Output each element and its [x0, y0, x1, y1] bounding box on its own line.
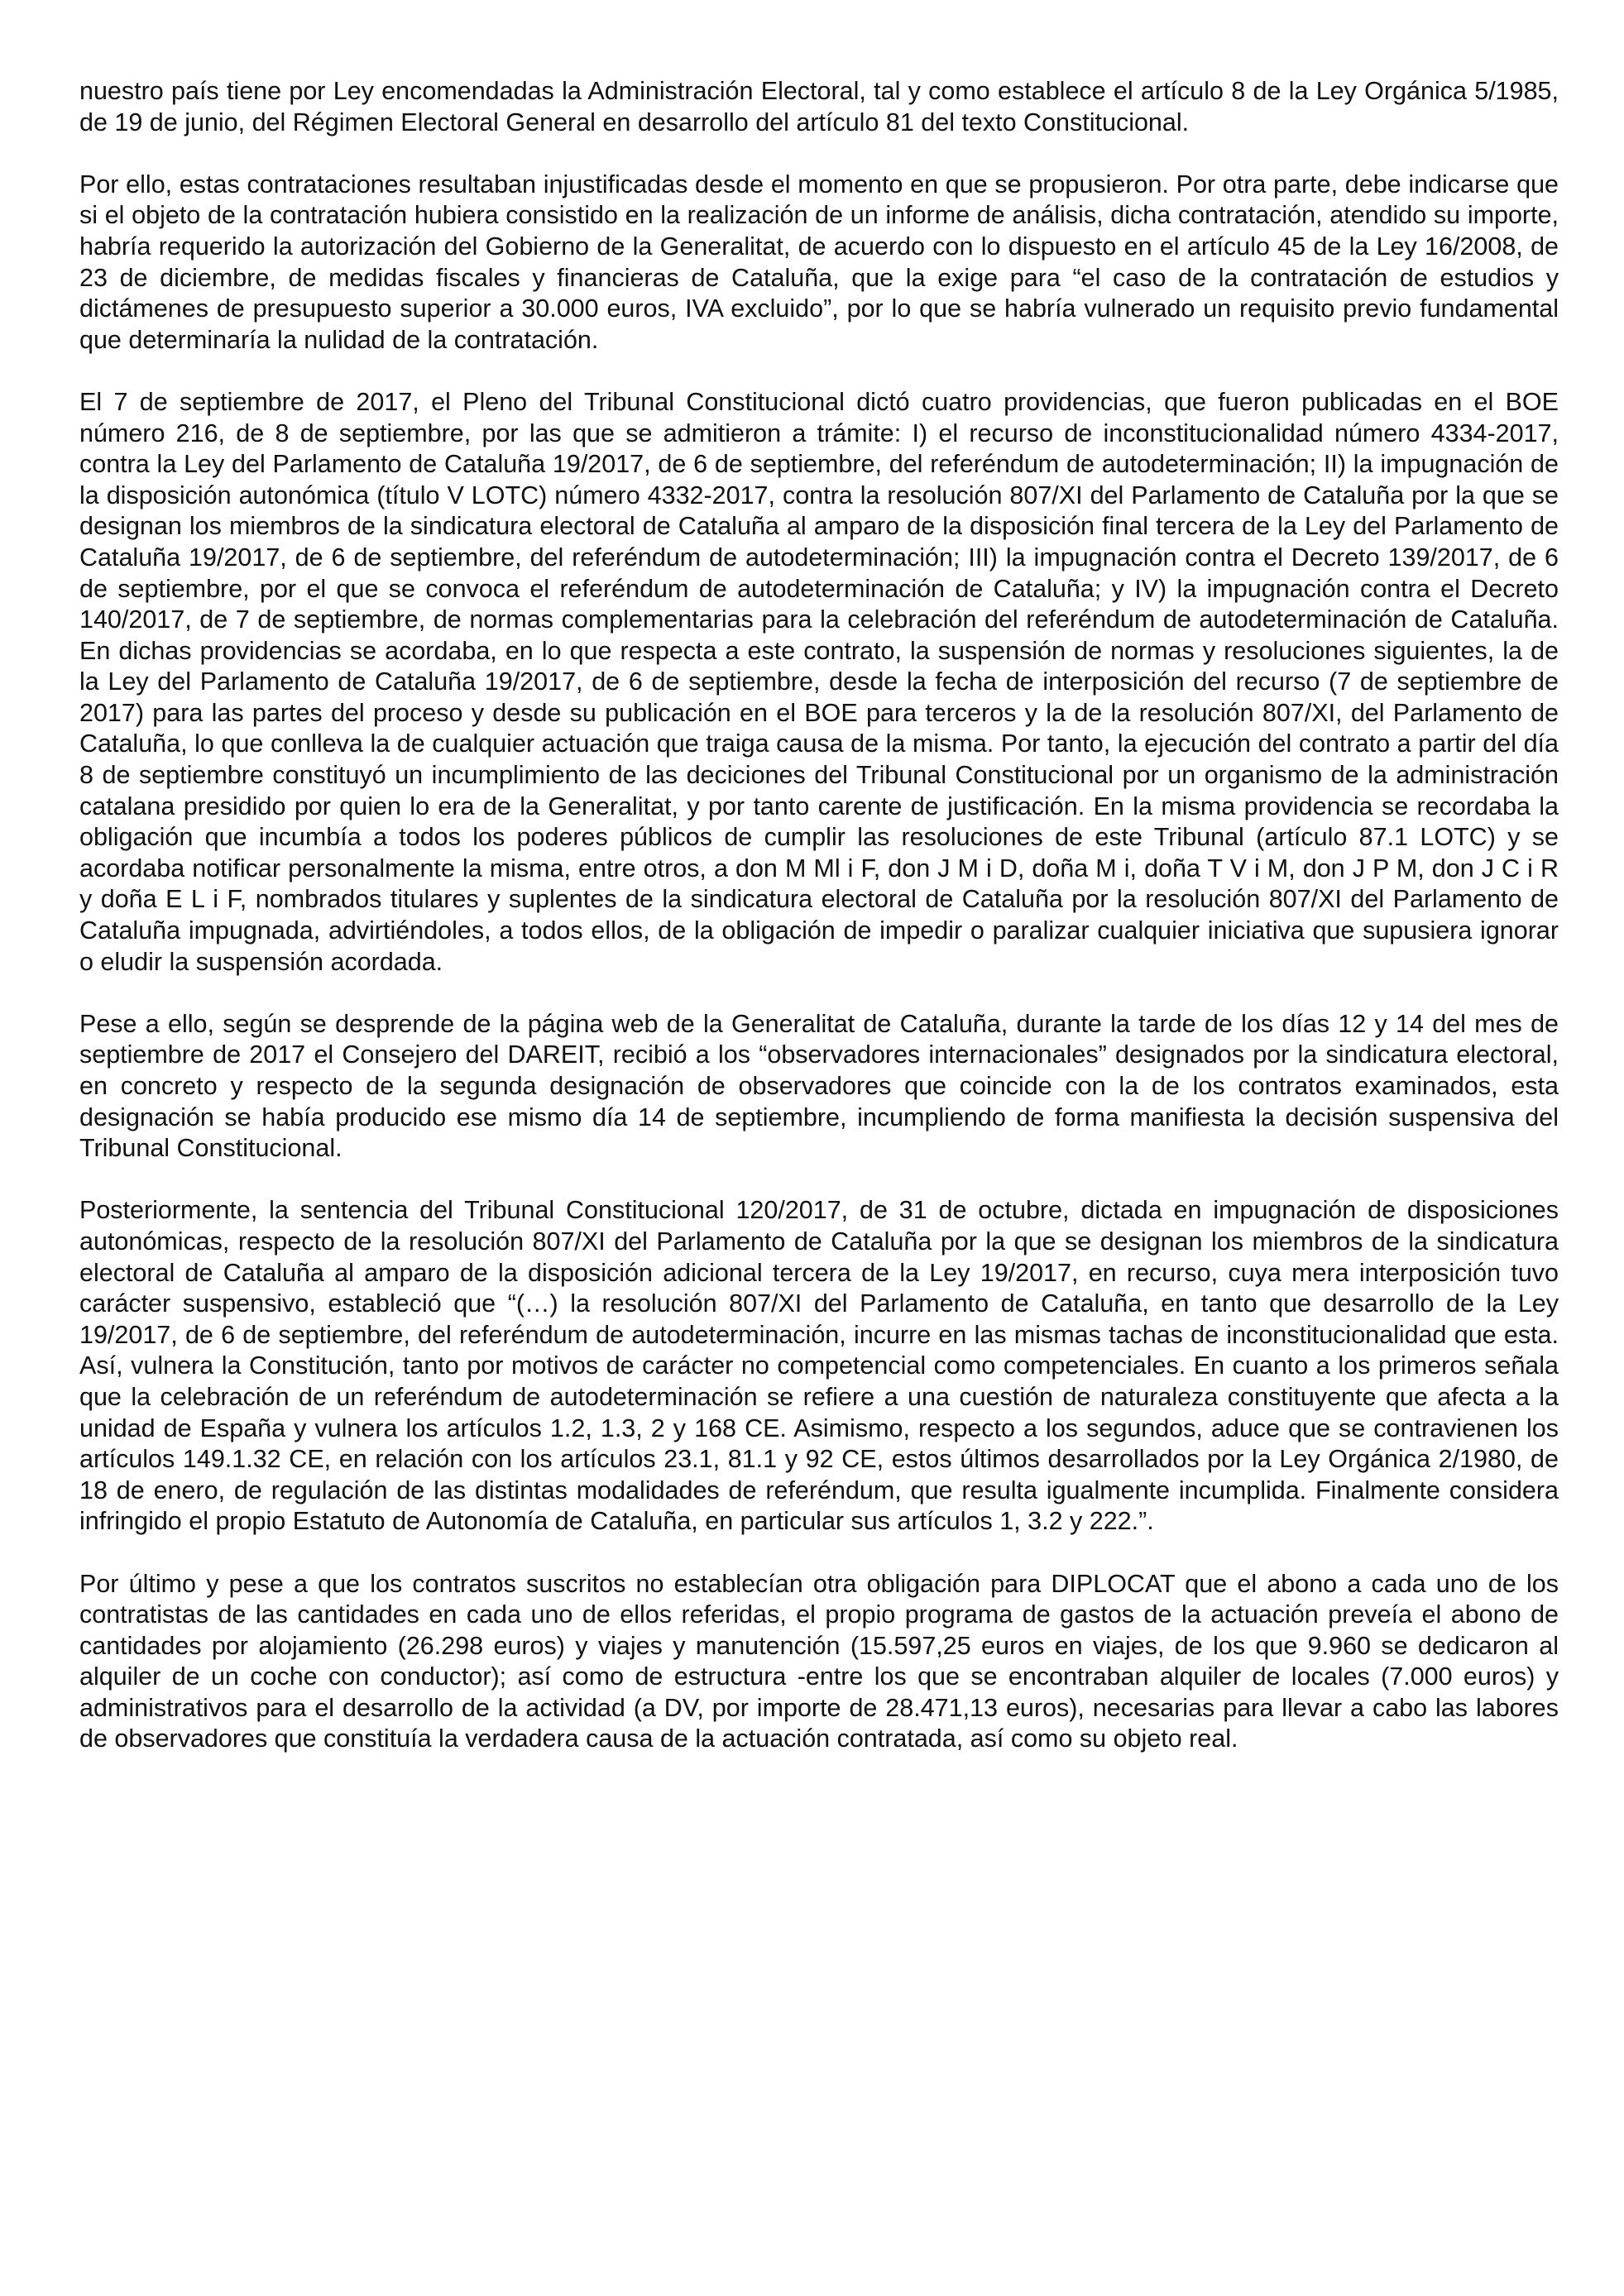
document-page	[79, 76, 1559, 1755]
paragraph-3: El 7 de septiembre de 2017, el Pleno del Tribunal Constitucional dictó cuatro providencias, que fueron publicadas en el BOE número 216, de 8 de septiembre, por las que se admitieron a trámite: I) el recurso de inconstitucionalidad número 4334-2017, contra la Ley del Parlamento de Cataluña 19/2017, de 6 de septiembre, del referéndum de autodeterminación; II) la impugnación de la disposición autonómica (título V LOTC) número 4332-2017, contra la resolución 807/XI del Parlamento de Cataluña por la que se designan los miembros de la sindicatura electoral de Cataluña al amparo de la disposición final tercera de la Ley del Parlamento de Cataluña 19/2017, de 6 de septiembre, del referéndum de autodeterminación; III) la impugnación contra el Decreto 139/2017, de 6 de septiembre, por el que se convoca el referéndum de autodeterminación de Cataluña; y IV) la impugnación contra el Decreto 140/2017, de 7 de septiembre, de normas complementarias para la celebración del referéndum de autodeterminación de Cataluña. En dichas providencias se acordaba, en lo que respecta a este contrato, la suspensión de normas y resoluciones siguientes, la de la Ley del Parlamento de Cataluña 19/2017, de 6 de septiembre, desde la fecha de interposición del recurso (7 de septiembre de 2017) para las partes del proceso y desde su publicación en el BOE para terceros y la de la resolución 807/XI, del Parlamento de Cataluña, lo que conlleva la de cualquier actuación que traiga causa de la misma. Por tanto, la ejecución del contrato a partir del día 8 de septiembre constituyó un incumplimiento de las deciciones del Tribunal Constitucional por un organismo de la administración catalana presidido por quien lo era de la Generalitat, y por tanto carente de justificación. En la misma providencia se recordaba la obligación que incumbía a todos los poderes públicos de cumplir las resoluciones de este Tribunal (artículo 87.1 LOTC) y se acordaba notificar personalmente la misma, entre otros, a don M Ml i F, don J M i D, doña M i, doña T V i M, don J P M, don J C i R y doña E L i F, nombrados titulares y suplentes de la sindicatura electoral de Cataluña por la resolución 807/XI del Parlamento de Cataluña impugnada, advirtiéndoles, a todos ellos, de la obligación de impedir o paralizar cualquier iniciativa que supusiera ignorar o eludir la suspensión acordada.	[79, 387, 1559, 976]
paragraph-1: nuestro país tiene por Ley encomendadas la Administración Electoral, tal y como establece el artículo 8 de la Ley Orgánica 5/1985, de 19 de junio, del Régimen Electoral General en desarrollo del artículo 81 del texto Constitucional.	[79, 77, 1559, 136]
paragraph-6: Por último y pese a que los contratos suscritos no establecían otra obligación para DIPLOCAT que el abono a cada uno de los contratistas de las cantidades en cada uno de ellos referidas, el propio programa de gastos de la actuación preveía el abono de cantidades por alojamiento (26.298 euros) y viajes y manutención (15.597,25 euros en viajes, de los que 9.960 se dedicaron al alquiler de un coche con conductor); así como de estructura -entre los que se encontraban alquiler de locales (7.000 euros) y administrativos para el desarrollo de la actividad (a DV, por importe de 28.471,13 euros), necesarias para llevar a cabo las labores de observadores que constituía la verdadera causa de la actuación contratada, así como su objeto real.	[79, 1569, 1559, 1753]
paragraph-5: Posteriormente, la sentencia del Tribunal Constitucional 120/2017, de 31 de octubre, dictada en impugnación de disposiciones autonómicas, respecto de la resolución 807/XI del Parlamento de Cataluña por la que se designan los miembros de la sindicatura electoral de Cataluña al amparo de la disposición adicional tercera de la Ley 19/2017, en recurso, cuya mera interposición tuvo carácter suspensivo, estableció que “(…) la resolución 807/XI del Parlamento de Cataluña, en tanto que desarrollo de la Ley 19/2017, de 6 de septiembre, del referéndum de autodeterminación, incurre en las mismas tachas de inconstitucionalidad que esta. Así, vulnera la Constitución, tanto por motivos de carácter no competencial como competenciales. En cuanto a los primeros señala que la celebración de un referéndum de autodeterminación se refiere a una cuestión de naturaleza constituyente que afecta a la unidad de España y vulnera los artículos 1.2, 1.3, 2 y 168 CE. Asimismo, respecto a los segundos, aduce que se contravienen los artículos 149.1.32 CE, en relación con los artículos 23.1, 81.1 y 92 CE, estos últimos desarrollados por la Ley Orgánica 2/1980, de 18 de enero, de regulación de las distintas modalidades de referéndum, que resulta igualmente incumplida. Finalmente considera infringido el propio Estatuto de Autonomía de Cataluña, en particular sus artículos 1, 3.2 y 222.”.	[79, 1196, 1559, 1536]
paragraph-4: Pese a ello, según se desprende de la página web de la Generalitat de Cataluña, durante la tarde de los días 12 y 14 del mes de septiembre de 2017 el Consejero del DAREIT, recibió a los “observadores internacionales” designados por la sindicatura electoral, en concreto y respecto de la segunda designación de observadores que coincide con la de los contratos examinados, esta designación se había producido ese mismo día 14 de septiembre, incumpliendo de forma manifiesta la decisión suspensiva del Tribunal Constitucional.	[79, 1009, 1559, 1163]
paragraph-2: Por ello, estas contrataciones resultaban injustificadas desde el momento en que se propusieron. Por otra parte, debe indicarse que si el objeto de la contratación hubiera consistido en la realización de un informe de análisis, dicha contratación, atendido su importe, habría requerido la autorización del Gobierno de la Generalitat, de acuerdo con lo dispuesto en el artículo 45 de la Ley 16/2008, de 23 de diciembre, de medidas fiscales y financieras de Cataluña, que la exige para “el caso de la contratación de estudios y dictámenes de presupuesto superior a 30.000 euros, IVA excluido”, por lo que se habría vulnerado un requisito previo fundamental que determinaría la nulidad de la contratación.	[79, 170, 1559, 354]
